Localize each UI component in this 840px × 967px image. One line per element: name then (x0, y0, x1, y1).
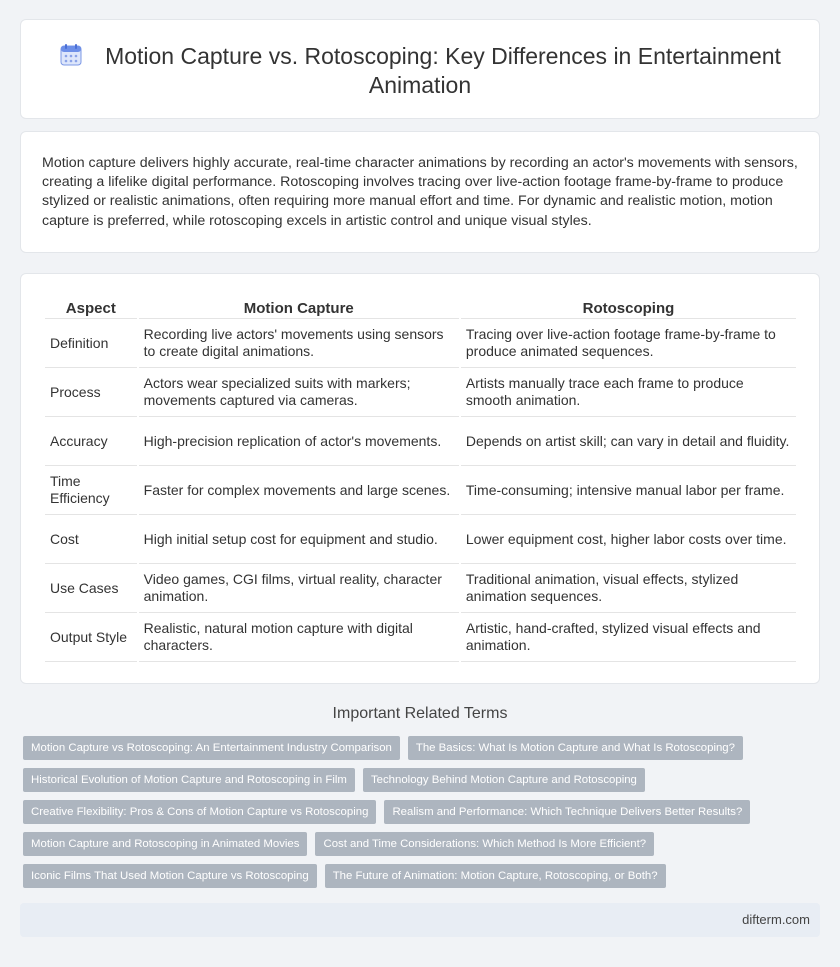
intro-paragraph: Motion capture delivers highly accurate, real-time character animations by recording an actor's movements with sensors, creating a lifelike digital performance. Rotoscoping involves tracing over live-action footage frame-by-frame to produce stylized or realistic animations, often requiring more manual effort and time. For dynamic and realistic motion, motion capture is preferred, while rotoscoping excels in artistic control and unique visual styles. (42, 155, 798, 229)
related-term-link[interactable]: Cost and Time Considerations: Which Method Is More Efficient? (315, 832, 654, 856)
related-term-link[interactable]: The Basics: What Is Motion Capture and What Is Rotoscoping? (408, 736, 743, 760)
table-row (45, 319, 796, 368)
comparison-card (20, 273, 820, 684)
row-aspect: Output Style (45, 613, 137, 662)
related-term-link[interactable]: Motion Capture vs Rotoscoping: An Entertainment Industry Comparison (23, 736, 400, 760)
related-term-link[interactable]: Creative Flexibility: Pros & Cons of Motion Capture vs Rotoscoping (23, 800, 376, 824)
row-motion-capture: Realistic, natural motion capture with digital characters. (139, 613, 459, 662)
row-rotoscoping: Tracing over live-action footage frame-by-frame to produce animated sequences. (461, 319, 796, 368)
header-motion-capture: Motion Capture (139, 295, 459, 319)
related-terms-list (23, 736, 813, 888)
comparison-table (43, 295, 798, 662)
related-term-link[interactable]: Technology Behind Motion Capture and Rotoscoping (363, 768, 645, 792)
row-motion-capture: Video games, CGI films, virtual reality, character animation. (139, 564, 459, 613)
row-rotoscoping: Traditional animation, visual effects, stylized animation sequences. (461, 564, 796, 613)
row-aspect: Time Efficiency (45, 466, 137, 515)
related-term-link[interactable]: Motion Capture and Rotoscoping in Animated Movies (23, 832, 307, 856)
related-term-link[interactable]: Iconic Films That Used Motion Capture vs Rotoscoping (23, 864, 317, 888)
table-row (45, 515, 796, 564)
footer (20, 903, 820, 937)
row-rotoscoping: Lower equipment cost, higher labor costs over time. (461, 515, 796, 564)
row-motion-capture: High initial setup cost for equipment and studio. (139, 515, 459, 564)
row-motion-capture: Faster for complex movements and large scenes. (139, 466, 459, 515)
footer-site-link[interactable]: difterm.com (742, 912, 810, 927)
row-rotoscoping: Artistic, hand-crafted, stylized visual effects and animation. (461, 613, 796, 662)
row-rotoscoping: Depends on artist skill; can vary in detail and fluidity. (461, 417, 796, 466)
page-title-wrap (21, 42, 819, 100)
intro-card (20, 131, 820, 253)
related-term-link[interactable]: Historical Evolution of Motion Capture and Rotoscoping in Film (23, 768, 355, 792)
table-row (45, 368, 796, 417)
row-aspect: Definition (45, 319, 137, 368)
row-aspect: Use Cases (45, 564, 137, 613)
row-motion-capture: Recording live actors' movements using sensors to create digital animations. (139, 319, 459, 368)
page-title: Motion Capture vs. Rotoscoping: Key Differences in Entertainment Animation (105, 43, 781, 98)
row-rotoscoping: Artists manually trace each frame to produce smooth animation. (461, 368, 796, 417)
row-aspect: Process (45, 368, 137, 417)
row-aspect: Accuracy (45, 417, 137, 466)
table-row (45, 417, 796, 466)
related-term-link[interactable]: The Future of Animation: Motion Capture, Rotoscoping, or Both? (325, 864, 666, 888)
calendar-icon (59, 43, 83, 67)
table-row (45, 613, 796, 662)
table-header-row (45, 295, 796, 319)
row-rotoscoping: Time-consuming; intensive manual labor per frame. (461, 466, 796, 515)
title-card (20, 19, 820, 119)
row-motion-capture: Actors wear specialized suits with markers; movements captured via cameras. (139, 368, 459, 417)
row-motion-capture: High-precision replication of actor's movements. (139, 417, 459, 466)
related-term-link[interactable]: Realism and Performance: Which Technique Delivers Better Results? (384, 800, 750, 824)
related-terms-title: Important Related Terms (332, 705, 508, 722)
header-rotoscoping: Rotoscoping (461, 295, 796, 319)
table-row (45, 564, 796, 613)
table-row (45, 466, 796, 515)
row-aspect: Cost (45, 515, 137, 564)
header-aspect: Aspect (45, 295, 137, 319)
